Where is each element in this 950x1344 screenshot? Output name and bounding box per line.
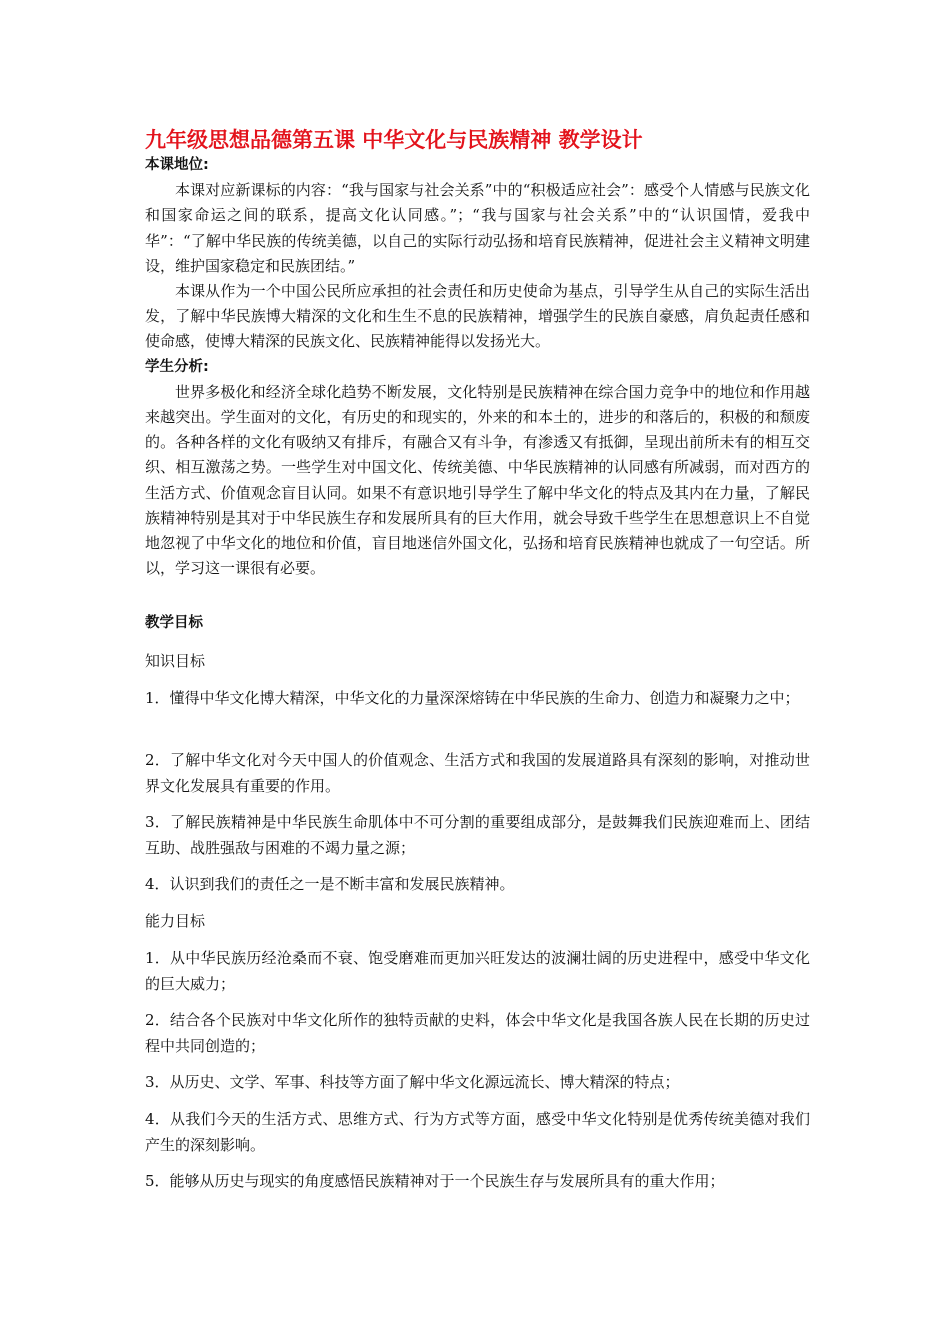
knowledge-item: 4．认识到我们的责任之一是不断丰富和发展民族精神。	[145, 875, 515, 893]
ability-item: 2．结合各个民族对中华文化所作的独特贡献的史料，体会中华文化是我国各族人民在长期的历史过程中共同创造的；	[145, 1011, 810, 1055]
knowledge-goals-heading: 知识目标	[145, 652, 206, 670]
knowledge-item: 3．了解民族精神是中华民族生命肌体中不可分割的重要组成部分，是鼓舞我们民族迎难而上、团结互助、战胜强敌与困难的不竭力量之源；	[145, 813, 810, 857]
teaching-goals-heading: 教学目标	[145, 615, 203, 631]
intro-section	[145, 153, 810, 581]
ability-item: 3．从历史、文学、军事、科技等方面了解中华文化源远流长、博大精深的特点；	[145, 1073, 680, 1091]
ability-item: 4．从我们今天的生活方式、思维方式、行为方式等方面，感受中华文化特别是优秀传统美德对我们产生的深刻影响。	[145, 1110, 810, 1154]
student-analysis-paragraph: 世界多极化和经济全球化趋势不断发展，文化特别是民族精神在综合国力竞争中的地位和作用越来越突出。学生面对的文化，有历史的和现实的，外来的和本土的，进步的和落后的，积极的和颓废的。各种各样的文化有吸纳又有排斥，有融合又有斗争，有渗透又有抵御，呈现出前所未有的相互交织、相互激荡之势。一些学生对中国文化、传统美德、中华民族精神的认同感有所减弱，而对西方的生活方式、价值观念盲目认同。如果不有意识地引导学生了解中华文化的特点及其内在力量，了解民族精神特别是其对于中华民族生存和发展所具有的巨大作用，就会导致千些学生在思想意识上不自觉地忽视了中华文化的地位和价值，盲目地迷信外国文化，弘扬和培育民族精神也就成了一句空话。所以，学习这一课很有必要。	[145, 382, 810, 578]
course-position-paragraph-2: 本课从作为一个中国公民所应承担的社会责任和历史使命为基点，引导学生从自己的实际生活出发，了解中华民族博大精深的文化和生生不息的民族精神，增强学生的民族自豪感，肩负起责任感和使命感，使博大精深的民族文化、民族精神能得以发扬光大。	[145, 282, 810, 351]
student-analysis-heading: 学生分析:	[145, 358, 209, 375]
knowledge-item: 1．懂得中华文化博大精深，中华文化的力量深深熔铸在中华民族的生命力、创造力和凝聚力之中；	[145, 689, 800, 707]
ability-item: 5．能够从历史与现实的角度感悟民族精神对于一个民族生存与发展所具有的重大作用；	[145, 1172, 725, 1190]
ability-item: 1．从中华民族历经沧桑而不衰、饱受磨难而更加兴旺发达的波澜壮阔的历史进程中，感受中华文化的巨大威力；	[145, 949, 810, 993]
course-position-paragraph-1: 本课对应新课标的内容：“我与国家与社会关系”中的“积极适应社会”：感受个人情感与民族文化和国家命运之间的联系，提高文化认同感。”；“我与国家与社会关系”中的“认识国情，爱我中华”：“了解中华民族的传统美德，以自己的实际行动弘扬和培育民族精神，促进社会主义精神文明建设，维护国家稳定和民族团结。”	[145, 181, 810, 275]
course-position-heading: 本课地位:	[145, 157, 209, 173]
ability-goals-heading: 能力目标	[145, 912, 206, 930]
document-title: 九年级思想品德第五课 中华文化与民族精神 教学设计	[145, 128, 643, 152]
knowledge-item: 2．了解中华文化对今天中国人的价值观念、生活方式和我国的发展道路具有深刻的影响，对推动世界文化发展具有重要的作用。	[145, 751, 810, 795]
